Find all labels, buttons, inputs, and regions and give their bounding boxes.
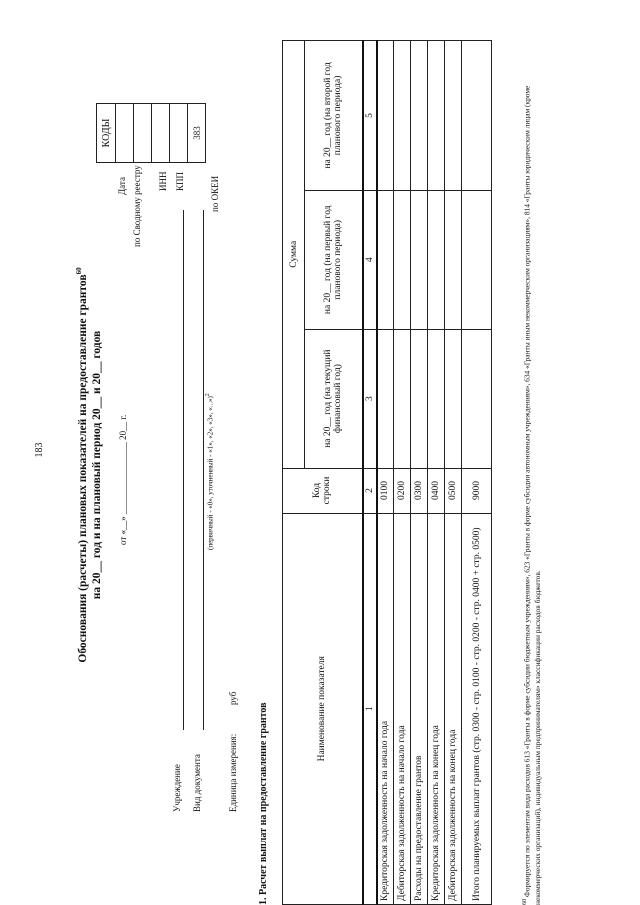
- table-row: [428, 41, 445, 905]
- institution-line[interactable]: [183, 210, 184, 730]
- row-value-cell[interactable]: [411, 329, 428, 468]
- page-number: 183: [34, 442, 45, 458]
- code-kpp-cell[interactable]: [170, 104, 188, 163]
- table-row-total: [462, 41, 492, 905]
- header-col3: на 20__ год (на текущий финансовый год): [305, 329, 363, 468]
- header-code: Код строки: [283, 468, 363, 513]
- row-value-cell[interactable]: [445, 329, 462, 468]
- label-date: Дата: [117, 177, 127, 195]
- row-value-cell[interactable]: [377, 41, 394, 191]
- code-inn-cell[interactable]: [152, 104, 170, 163]
- code-okei-cell: 383: [188, 104, 206, 163]
- table-row: [394, 41, 411, 905]
- row-value-cell[interactable]: [428, 329, 445, 468]
- codes-table: [96, 103, 206, 163]
- table-row: [377, 41, 394, 905]
- label-inn: ИНН: [158, 171, 168, 191]
- page-subtitle: на 20__ год и на плановый период 20__ и 20__ годов: [91, 330, 103, 600]
- col-number: 2: [363, 468, 377, 513]
- row-value-cell[interactable]: [462, 190, 492, 329]
- header-name: Наименование показателя: [283, 513, 363, 904]
- code-date-cell[interactable]: [116, 104, 134, 163]
- unit-value: руб: [228, 691, 238, 705]
- grants-table: [282, 40, 492, 905]
- row-code: 9000: [462, 468, 492, 513]
- table-row: [411, 41, 428, 905]
- codes-header: КОДЫ: [97, 104, 116, 163]
- row-value-cell[interactable]: [377, 190, 394, 329]
- label-registry: по Сводному реестру: [132, 165, 142, 247]
- header-col5: на 20__ год (на второй год планового периода): [305, 41, 363, 191]
- footnote: $^{60}$ Формируется по элементам вида расходов 613 «Гранты в форме субсидии бюджетным учреждениям», 623 «Гранты в форме субсидии автономным учреждениям», 634 «Гранты иным некоммерческим организациям», 814 «Гранты юридическим лицам (кроме некоммерческих организаций), индивидуальным предпринимателям» классификации расходов бюджетов.: [522, 85, 543, 905]
- row-value-cell[interactable]: [411, 190, 428, 329]
- row-value-cell[interactable]: [377, 329, 394, 468]
- page-title: Обоснования (расчеты) плановых показателей на предоставление грантов$^{60}$: [75, 267, 89, 663]
- row-value-cell[interactable]: [394, 190, 411, 329]
- row-code: 0500: [445, 468, 462, 513]
- row-name: Кредиторская задолженность на начало года: [377, 513, 394, 904]
- col-number: 4: [363, 190, 377, 329]
- doc-type-label: Вид документа: [192, 754, 202, 812]
- section-title: 1. Расчет выплат на предоставление грантов: [258, 702, 269, 905]
- row-value-cell[interactable]: [445, 190, 462, 329]
- label-okei: по ОКЕИ: [210, 175, 220, 212]
- row-value-cell[interactable]: [394, 41, 411, 191]
- row-name: Дебиторская задолженность на начало года: [394, 513, 411, 904]
- row-value-cell[interactable]: [445, 41, 462, 191]
- col-number: 1: [363, 513, 377, 904]
- row-name: Кредиторская задолженность на конец года: [428, 513, 445, 904]
- doc-type-note: (первичный - «0», уточненный - «1», «2», «3», «...»)$^2$: [205, 393, 215, 550]
- unit-label: Единица измерения:: [228, 733, 238, 812]
- header-col4: на 20__ год (на первый год планового периода): [305, 190, 363, 329]
- row-name: Расходы на предоставление грантов: [411, 513, 428, 904]
- row-value-cell[interactable]: [428, 41, 445, 191]
- row-code: 0300: [411, 468, 428, 513]
- doc-type-line[interactable]: [203, 210, 204, 730]
- row-value-cell[interactable]: [394, 329, 411, 468]
- header-sum: Сумма: [283, 41, 305, 469]
- row-value-cell[interactable]: [411, 41, 428, 191]
- col-number: 3: [363, 329, 377, 468]
- date-line: от «__» ________________ 20__ г.: [118, 414, 128, 545]
- code-registry-cell[interactable]: [134, 104, 152, 163]
- row-code: 0200: [394, 468, 411, 513]
- row-value-cell[interactable]: [462, 41, 492, 191]
- row-value-cell[interactable]: [462, 329, 492, 468]
- label-kpp: КПП: [175, 171, 185, 191]
- row-value-cell[interactable]: [428, 190, 445, 329]
- institution-label: Учреждение: [172, 764, 182, 812]
- row-code: 0100: [377, 468, 394, 513]
- row-name: Дебиторская задолженность на конец года: [445, 513, 462, 904]
- row-code: 0400: [428, 468, 445, 513]
- table-row: [445, 41, 462, 905]
- col-number: 5: [363, 41, 377, 191]
- row-name: Итого планируемых выплат грантов (стр. 0300 - стр. 0100 - стр. 0200 - стр. 0400 + стр. 0500): [462, 513, 492, 904]
